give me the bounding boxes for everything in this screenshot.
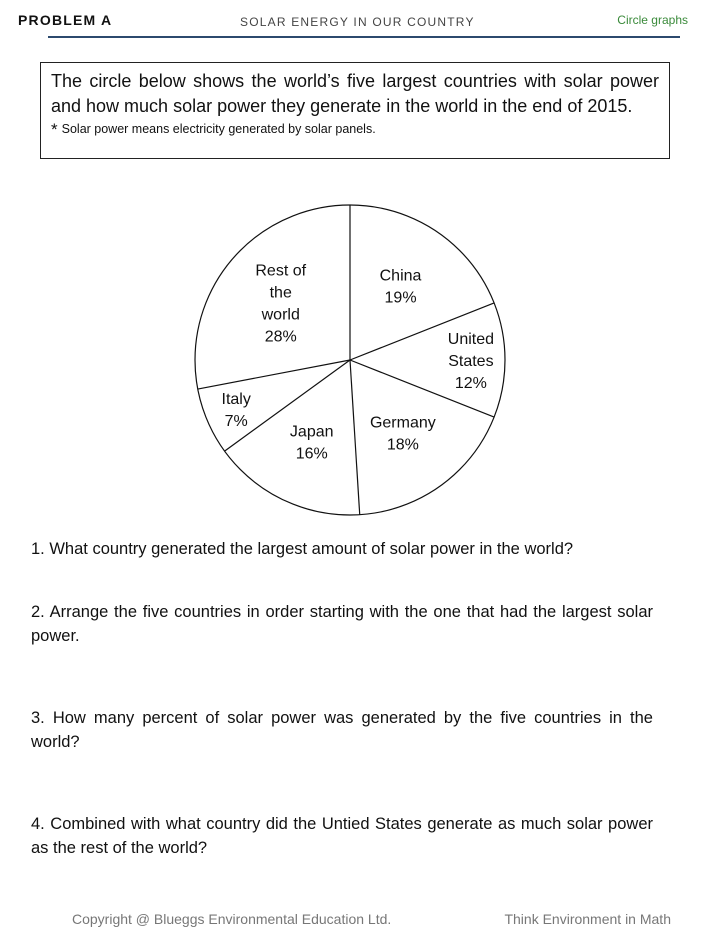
pie-chart (190, 200, 510, 520)
intro-box (40, 62, 670, 159)
footer-tagline: Think Environment in Math (504, 911, 671, 927)
pie-slice-label: Japan 16% (289, 423, 334, 463)
problem-label: PROBLEM A (18, 12, 113, 28)
topic-label: Circle graphs (617, 13, 688, 27)
pie-slice-label: United States 12% (447, 331, 495, 392)
worksheet-title: SOLAR ENERGY IN OUR COUNTRY (240, 15, 475, 29)
footnote-mark: * (51, 120, 58, 139)
footer-copyright: Copyright @ Blueggs Environmental Education Ltd. (72, 911, 392, 927)
pie-slice-label: Italy 7% (221, 391, 251, 431)
pie-slice-label: Germany 18% (369, 414, 436, 454)
pie-slice-label: Rest of the world 28% (255, 262, 307, 346)
footnote (51, 120, 659, 140)
header-divider (48, 36, 680, 38)
question-4: 4. Combined with what country did the Untied States generate as much solar power as the rest of the world? (31, 815, 653, 857)
question-3: 3. How many percent of solar power was generated by the five countries in the world? (31, 709, 653, 751)
question-1: 1. What country generated the largest amount of solar power in the world? (31, 540, 574, 558)
question-2: 2. Arrange the five countries in order starting with the one that had the largest solar power. (31, 603, 653, 645)
pie-slice-label: China 19% (379, 267, 422, 307)
footnote-text: Solar power means electricity generated by solar panels. (61, 122, 376, 136)
intro-text: The circle below shows the world’s five largest countries with solar power and how much solar power they generate in the world in the end of 2015. (51, 71, 659, 116)
